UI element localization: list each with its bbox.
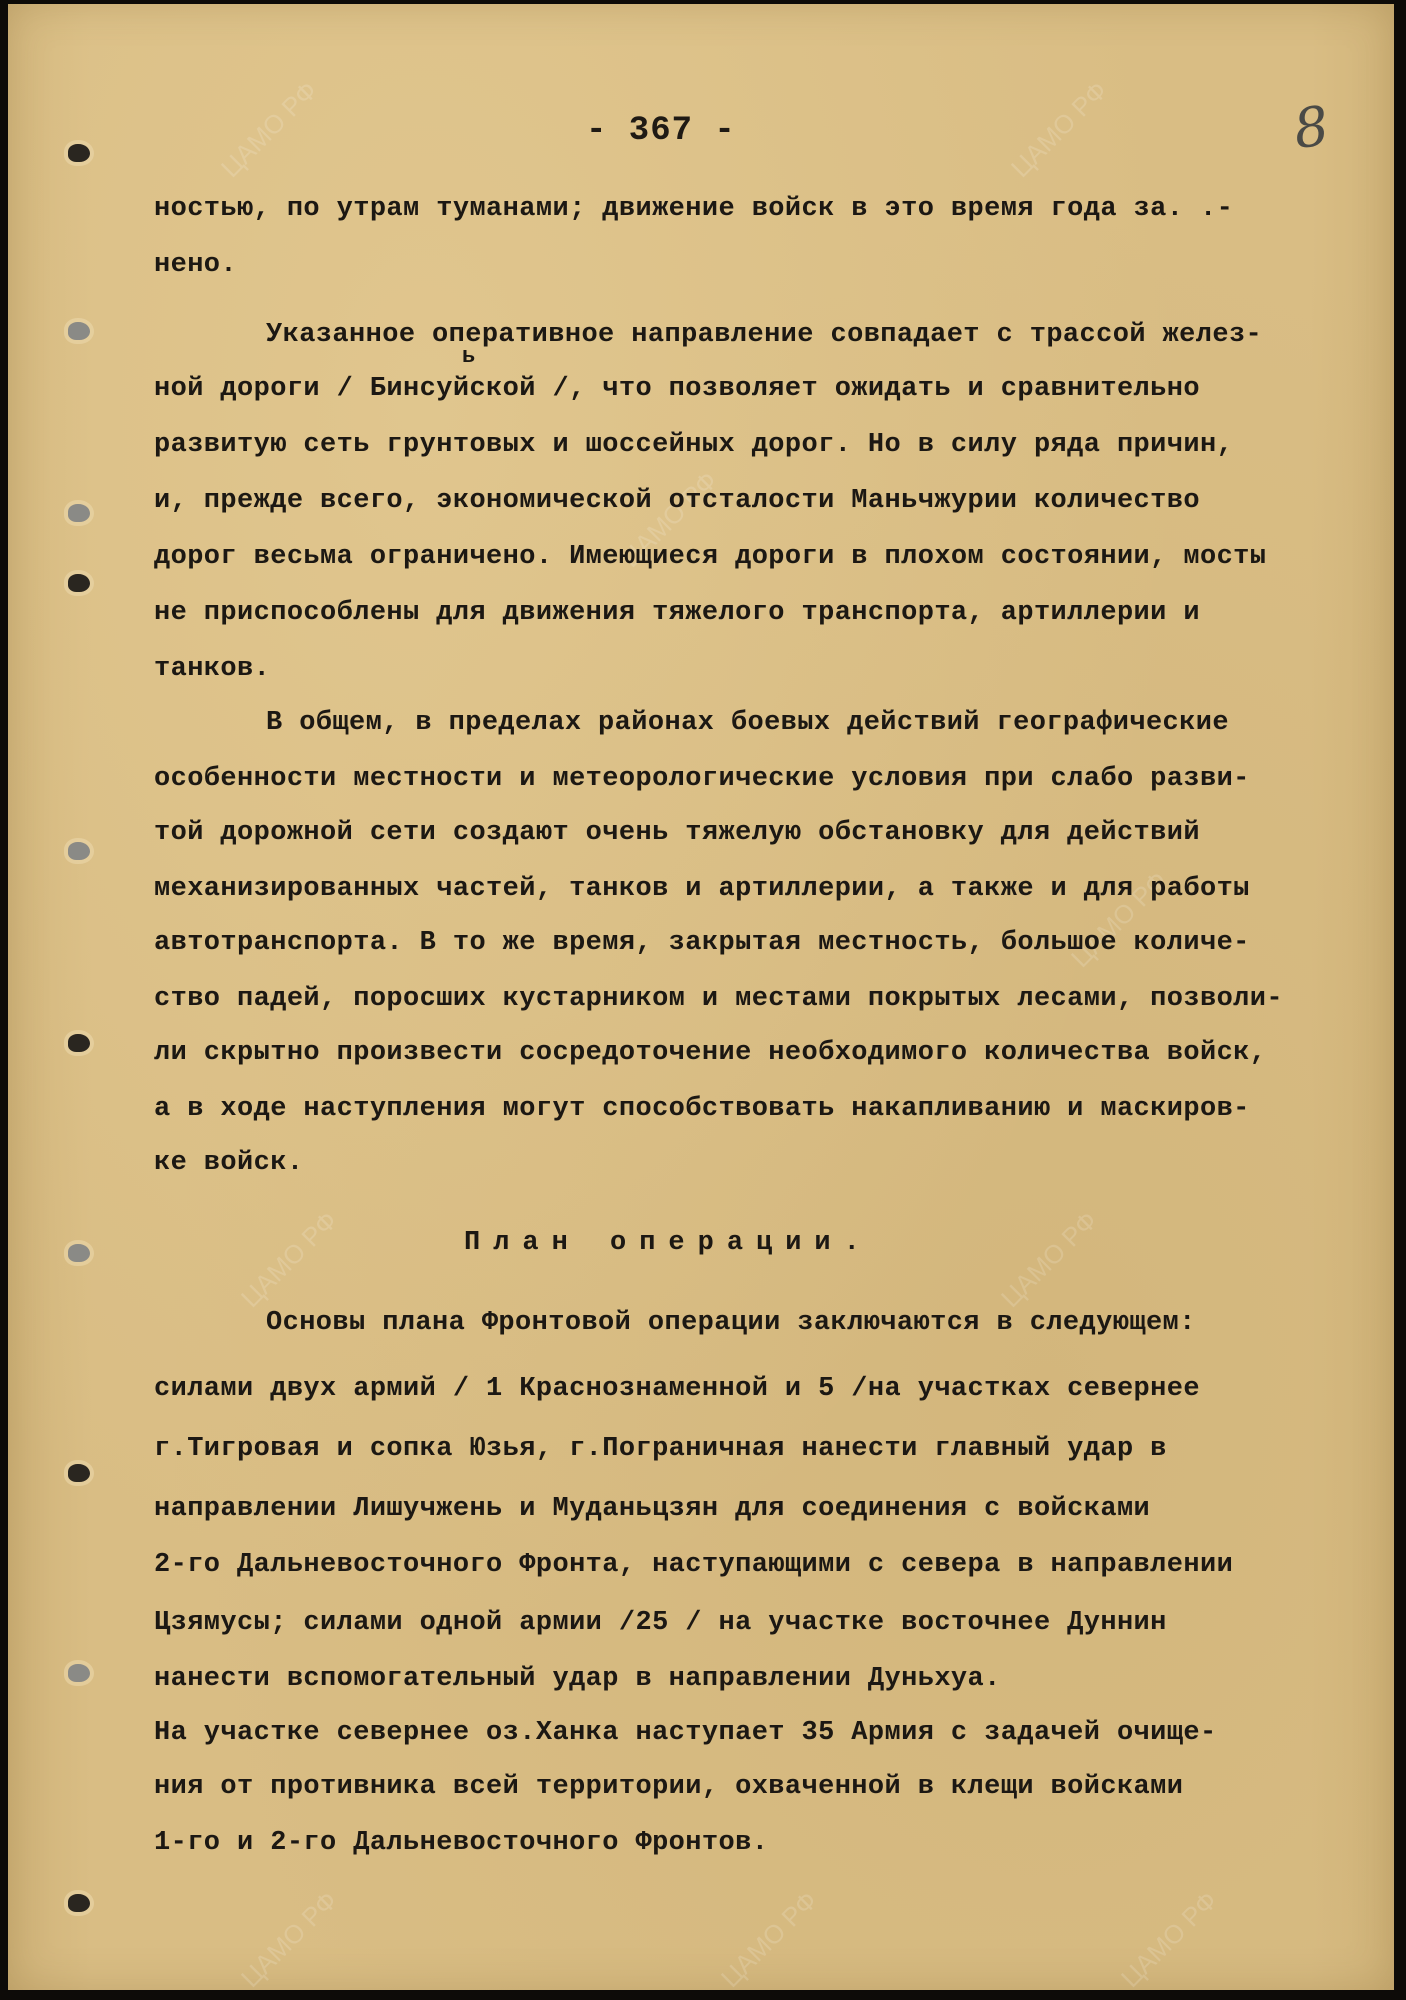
text-line: ке войск. — [154, 1148, 304, 1178]
text-line: направлении Лишучжень и Муданьцзян для соединения с войсками — [154, 1494, 1151, 1524]
watermark: ЦАМО РФ — [234, 1885, 343, 1994]
watermark: ЦАМО РФ — [714, 1885, 823, 1994]
section-heading: План операции. — [464, 1228, 873, 1258]
text-line: силами двух армий / 1 Краснознаменной и 5 /на участках севернее — [154, 1374, 1200, 1404]
insertion-mark: ь — [462, 344, 476, 369]
binding-hole — [68, 1664, 90, 1682]
text-line: развитую сеть грунтовых и шоссейных дорог. Но в силу ряда причин, — [154, 430, 1234, 460]
page-number: - 367 - — [586, 112, 736, 150]
watermark: ЦАМО РФ — [614, 465, 723, 574]
text-line: дорог весьма ограничено. Имеющиеся дороги в плохом состоянии, мосты — [154, 542, 1267, 572]
text-line: ностью, по утрам туманами; движение войск в это время года за. .- — [154, 194, 1234, 224]
text-line: г.Тигровая и сопка Юзья, г.Пограничная нанести главный удар в — [154, 1434, 1167, 1464]
watermark: ЦАМО РФ — [1064, 865, 1173, 974]
binding-hole — [68, 574, 90, 592]
binding-hole — [68, 322, 90, 340]
text-line: Цзямусы; силами одной армии /25 / на участке восточнее Дуннин — [154, 1608, 1167, 1638]
text-line: автотранспорта. В то же время, закрытая местность, большое количе- — [154, 928, 1250, 958]
text-line: 1-го и 2-го Дальневосточного Фронтов. — [154, 1828, 769, 1858]
binding-hole — [68, 504, 90, 522]
paragraph-start: Основы плана Фронтовой операции заключаются в следующем: — [266, 1308, 1196, 1338]
text-line: ство падей, поросших кустарником и местами покрытых лесами, позволи- — [154, 984, 1283, 1014]
text-line: не приспособлены для движения тяжелого транспорта, артиллерии и — [154, 598, 1200, 628]
binding-hole — [68, 842, 90, 860]
binding-hole — [68, 1894, 90, 1912]
handwritten-folio-number: 8 — [1289, 93, 1333, 162]
text-line: ли скрытно произвести сосредоточение необходимого количества войск, — [154, 1038, 1267, 1068]
watermark: ЦАМО РФ — [234, 1205, 343, 1314]
binding-hole — [68, 1464, 90, 1482]
binding-hole — [68, 144, 90, 162]
text-line: механизированных частей, танков и артиллерии, а также и для работы — [154, 874, 1250, 904]
text-line: ния от противника всей территории, охваченной в клещи войсками — [154, 1772, 1184, 1802]
text-line: нанести вспомогательный удар в направлении Дуньхуа. — [154, 1664, 1001, 1694]
paragraph-start: В общем, в пределах районах боевых действий географические — [266, 708, 1229, 738]
text-line: особенности местности и метеорологические условия при слабо разви- — [154, 764, 1250, 794]
text-line: танков. — [154, 654, 271, 684]
text-line: той дорожной сети создают очень тяжелую обстановку для действий — [154, 818, 1200, 848]
text-line: и, прежде всего, экономической отсталости Маньчжурии количество — [154, 486, 1200, 516]
text-line: На участке севернее оз.Ханка наступает 35 Армия с задачей очище- — [154, 1718, 1217, 1748]
text-line: ной дороги / Бинсуйской /, что позволяет ожидать и сравнительно — [154, 374, 1200, 404]
watermark: ЦАМО РФ — [1114, 1885, 1223, 1994]
watermark: ЦАМО РФ — [214, 75, 323, 184]
watermark: ЦАМО РФ — [1004, 75, 1113, 184]
watermark: ЦАМО РФ — [994, 1205, 1103, 1314]
text-line: а в ходе наступления могут способствовать накапливанию и маскиров- — [154, 1094, 1250, 1124]
binding-hole — [68, 1244, 90, 1262]
archival-page — [8, 4, 1394, 1994]
text-line: нено. — [154, 250, 238, 280]
paragraph-start: Указанное оперативное направление совпадает с трассой желез- — [266, 320, 1263, 350]
text-line: 2-го Дальневосточного Фронта, наступающими с севера в направлении — [154, 1550, 1234, 1580]
binding-hole — [68, 1034, 90, 1052]
